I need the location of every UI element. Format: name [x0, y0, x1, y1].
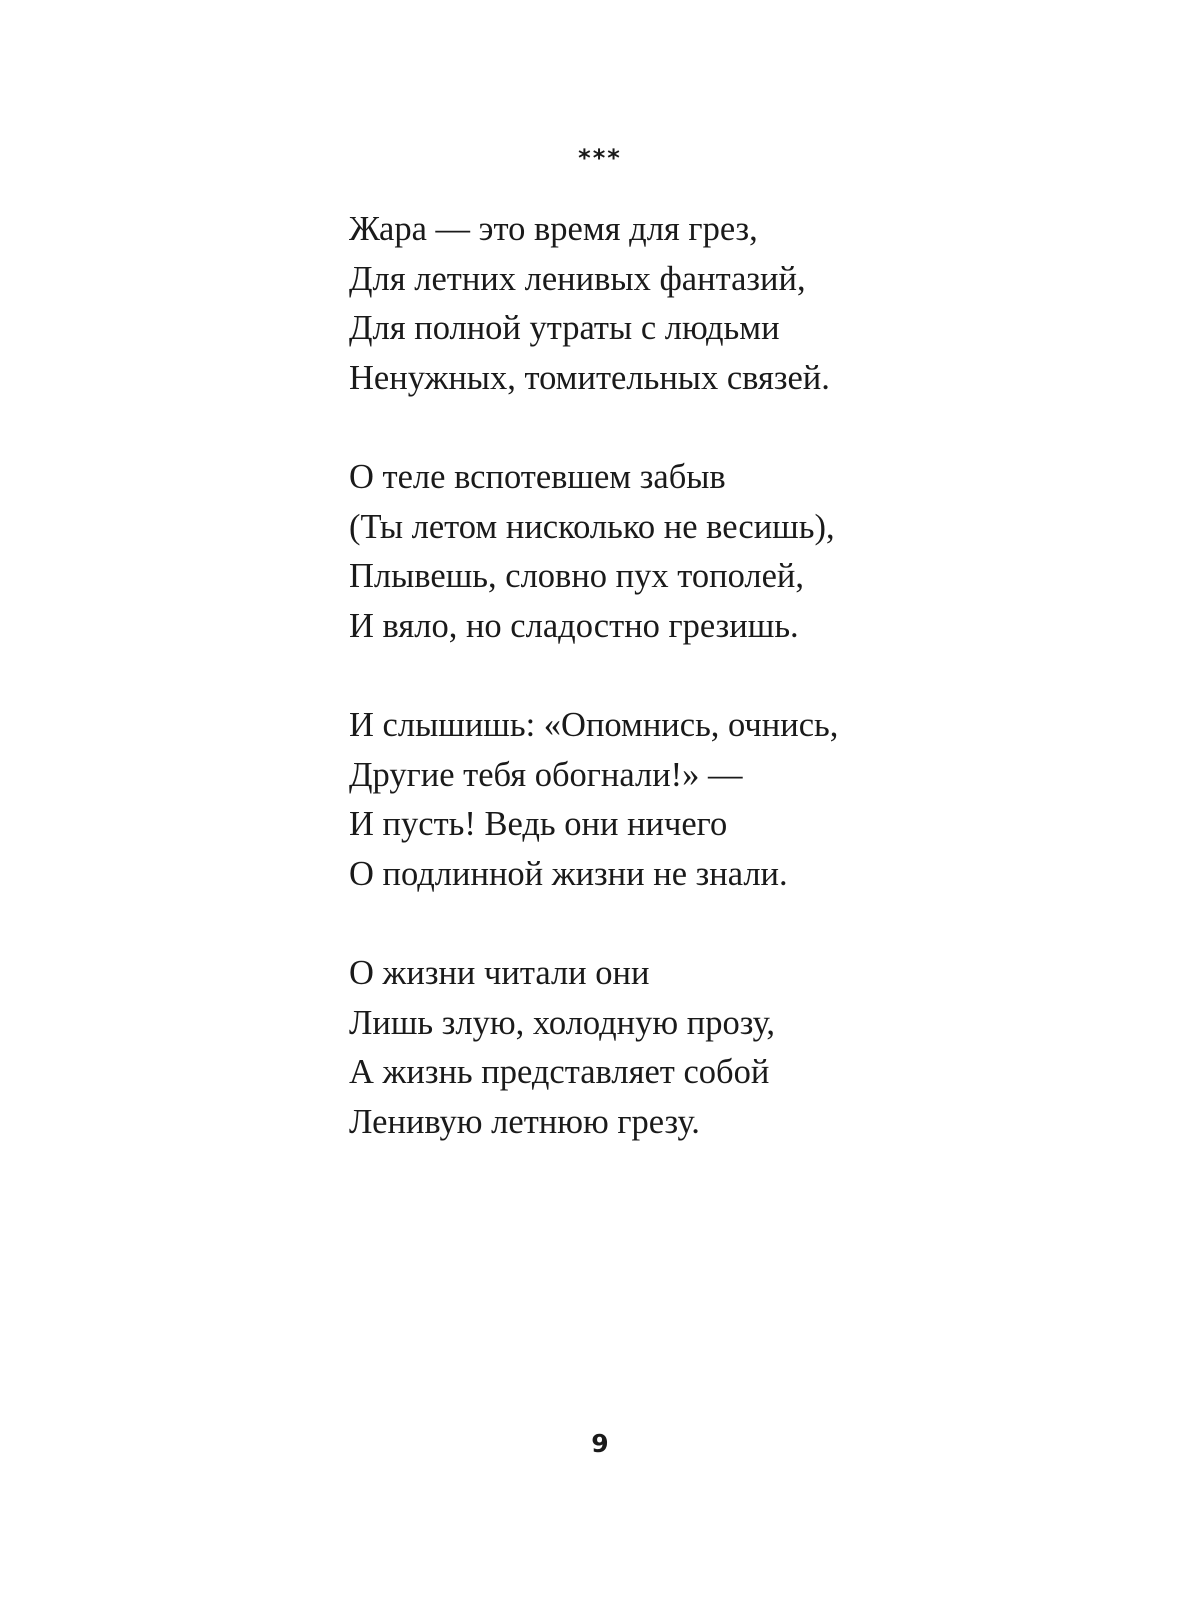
poem-line: Для полной утраты с людьми — [349, 309, 780, 348]
poem-line: Ленивую летнюю грезу. — [349, 1102, 700, 1141]
poem-line: И вяло, но сладостно грезишь. — [349, 606, 799, 645]
poem-line: Плывешь, словно пух тополей, — [349, 557, 805, 596]
poem-line: Лишь злую, холодную прозу, — [349, 1003, 776, 1042]
poem-line: Ненужных, томительных связей. — [349, 358, 830, 397]
stanza-3 — [349, 701, 1149, 899]
poem-line: О теле вспотевшем забыв — [349, 457, 726, 496]
poem-line: Жара — это время для грез, — [349, 210, 758, 248]
page-number: 9 — [591, 1429, 609, 1458]
poem-line: О подлинной жизни не знали. — [349, 854, 788, 893]
poem-line: Другие тебя обогнали!» — — [349, 755, 743, 794]
poem-line: О жизни читали они — [349, 953, 650, 992]
stanza-4 — [349, 949, 1149, 1147]
stanza-2 — [349, 453, 1149, 651]
poem-line: Для летних ленивых фантазий, — [349, 259, 806, 298]
poem-line: И пусть! Ведь они ничего — [349, 805, 728, 844]
poem-line: А жизнь представляет собой — [349, 1053, 770, 1092]
section-asterism: *** — [578, 144, 622, 172]
poem — [349, 205, 1149, 1197]
stanza-1 — [349, 205, 1149, 403]
poem-line: И слышишь: «Опомнись, очнись, — [349, 705, 839, 744]
poem-line: (Ты летом нисколько не весишь), — [349, 507, 835, 546]
